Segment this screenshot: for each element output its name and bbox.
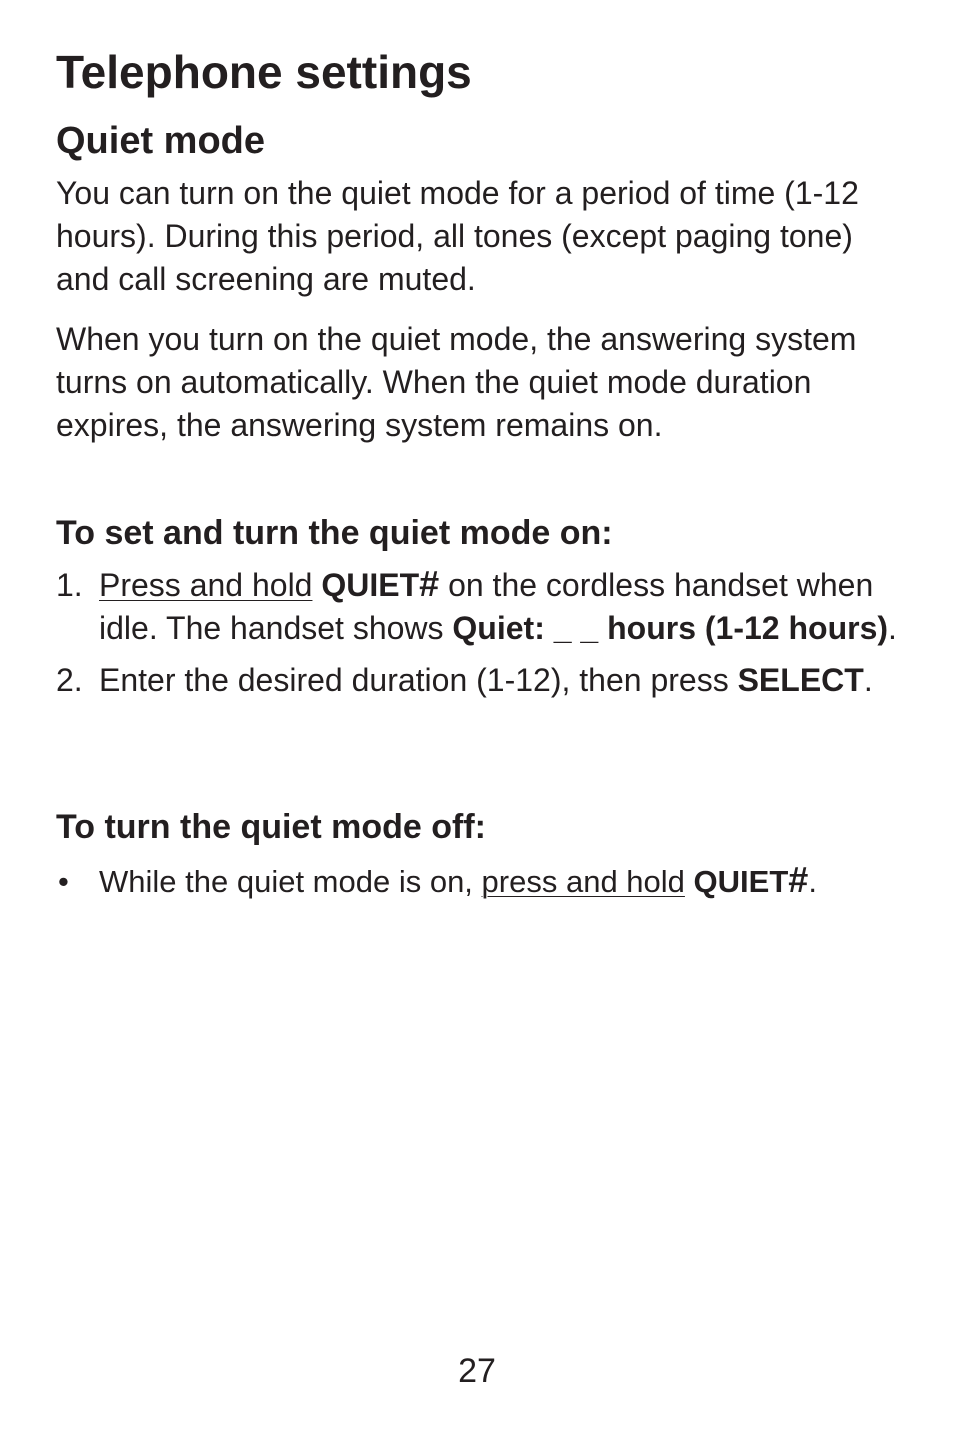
turn-off-text: While the quiet mode is on, <box>99 864 482 899</box>
press-and-hold-text: press and hold <box>481 864 685 899</box>
step-1-number: 1. <box>56 567 83 603</box>
press-and-hold-text: Press and hold <box>99 567 313 603</box>
handset-display-text: Quiet: _ _ hours (1-12 hours) <box>452 610 889 646</box>
step-2-number: 2. <box>56 662 83 698</box>
step-2 <box>56 659 916 702</box>
quiet-key-label: QUIET <box>693 864 789 899</box>
step-2-text: Enter the desired duration (1-12), then press <box>99 662 738 698</box>
turn-on-heading: To set and turn the quiet mode on: <box>56 514 613 552</box>
turn-on-steps <box>56 564 916 702</box>
turn-off-space <box>685 864 694 899</box>
answering-system-paragraph: When you turn on the quiet mode, the answering system turns on automatically. When the quiet mode duration expires, the answering system remains on. <box>56 321 857 443</box>
step-2-end: . <box>863 662 873 698</box>
turn-off-item <box>56 860 916 903</box>
select-key-label: SELECT <box>737 662 864 698</box>
intro-paragraph: You can turn on the quiet mode for a period of time (1-12 hours). During this period, all tones (except paging tone) and call screening are muted. <box>56 175 859 297</box>
hash-key-symbol: # <box>419 563 440 604</box>
turn-off-end: . <box>808 864 817 899</box>
hash-key-symbol: # <box>788 859 809 900</box>
step-1 <box>56 564 916 650</box>
page-title: Telephone settings <box>56 46 472 98</box>
bullet-marker: • <box>58 864 69 899</box>
section-title-quiet-mode: Quiet mode <box>56 120 266 162</box>
turn-off-heading: To turn the quiet mode off: <box>56 808 486 846</box>
quiet-key-label: QUIET <box>321 567 420 603</box>
page-number: 27 <box>458 1352 496 1390</box>
step-1-text: on the cordless handset when idle. The handset shows <box>99 567 874 646</box>
turn-off-list <box>56 860 916 903</box>
step-1-end: . <box>888 610 897 646</box>
